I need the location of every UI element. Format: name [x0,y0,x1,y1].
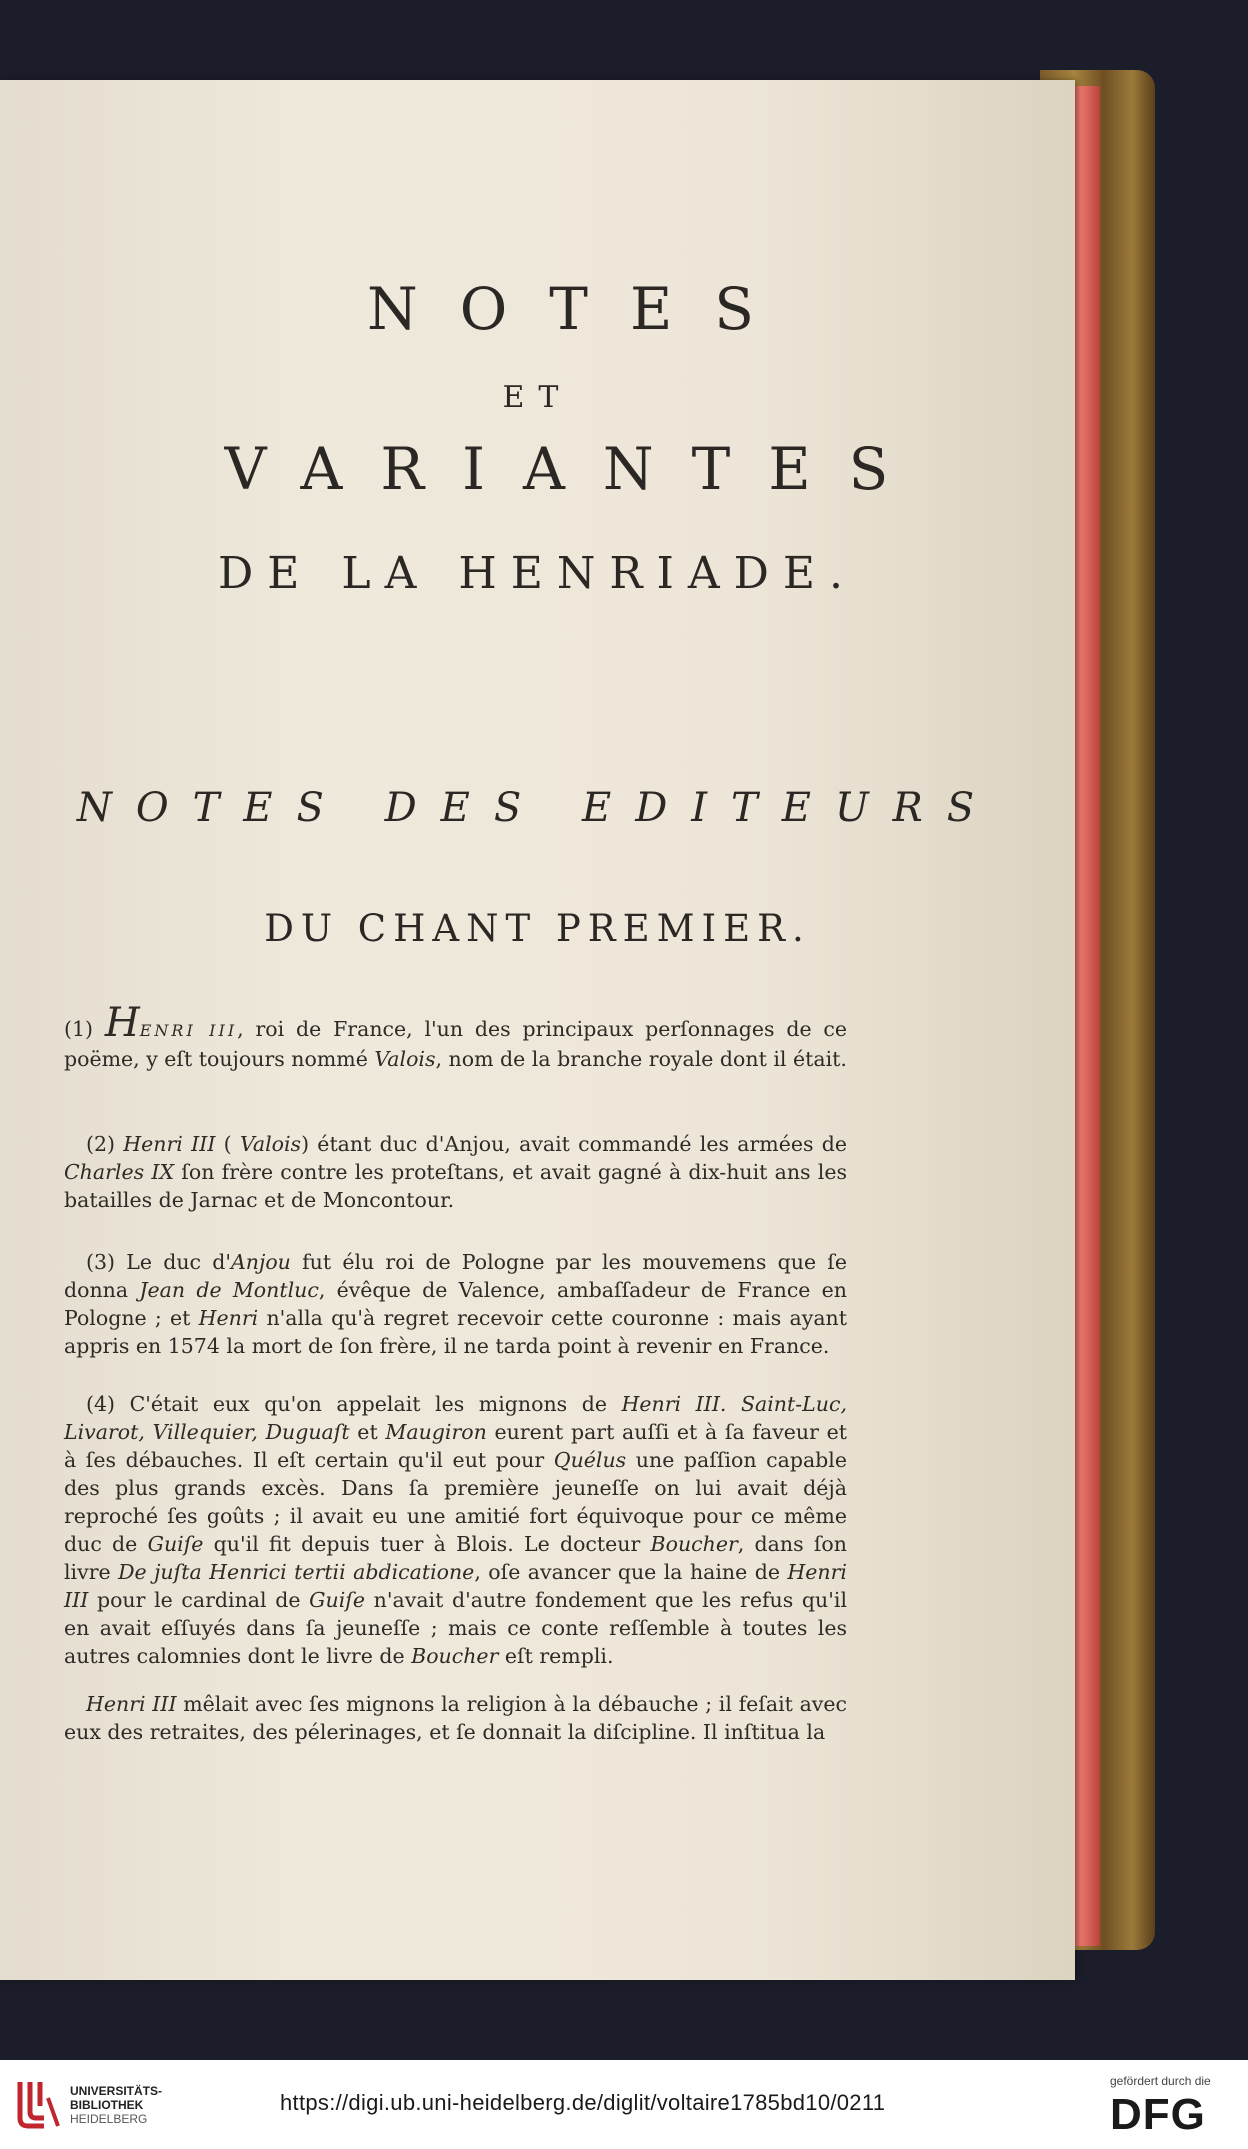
title-variantes: VARIANTES [224,435,927,503]
title-et: ET [502,380,573,415]
chant-heading: DU CHANT PREMIER. [264,907,811,950]
note-5: Henri III mêlait avec ſes mignons la religion à la débauche ; il feſait avec eux des retraites, des pélerinages, et ſe donnait la diſcipline. Il inſtitua la [64,1692,847,1744]
section-heading: NOTES DES EDITEURS [76,785,999,831]
note-4: (4) C'était eux qu'on appelait les mignons de Henri III. Saint-Luc, Livarot, Villequier, Duguaſt et Maugiron eurent part auſſi et à ſa faveur et à ſes débauches. Il eſt certain qu'il eut pour Quélus une paſſion capable des plus grands excès. Dans ſa première jeuneſſe on lui avait déjà reproché ſes goûts ; il avait eu une amitié fort équivoque pour ce même duc de Guiſe qu'il fit depuis tuer à Blois. Le docteur Boucher, dans ſon livre De juſta Henrici tertii abdicatione, oſe avancer que la haine de Henri III pour le cardinal de Guiſe n'avait d'autre fondement que les refus qu'il en avait eſſuyés dans ſa jeuneſſe ; mais ce conte reſſemble à toutes les autres calomnies dont le livre de Boucher eſt rempli. [64,1392,847,1668]
note-1: (1) HENRI III, roi de France, l'un des principaux perſonnages de ce poëme, y eſt toujours nommé Valois, nom de la branche royale dont il était. [64,1000,848,1071]
library-name-line1: UNIVERSITÄTS- [70,2084,163,2098]
dfg-logo[interactable]: DFG [1110,2090,1206,2139]
note-2: (2) Henri III ( Valois) étant duc d'Anjou, avait commandé les armées de Charles IX ſon frère contre les proteſtans, et avait gagné à dix-huit ans les batailles de Jarnac et de Moncontour. [64,1132,848,1212]
title-henriade: DE LA HENRIADE. [217,548,858,599]
sponsor-label: gefördert durch die [1110,2074,1211,2088]
footer-bar [0,2060,1248,2149]
note-3: (3) Le duc d'Anjou fut élu roi de Pologne par les mouvemens que ſe donna Jean de Montluc, évêque de Valence, ambaſſadeur de France en Pologne ; et Henri n'alla qu'à regret recevoir cette couronne : mais ayant appris en 1574 la mort de ſon frère, il ne tarda point à revenir en France. [64,1250,848,1358]
library-name-line2: BIBLIOTHEK [70,2098,144,2112]
title-notes: NOTES [366,275,797,343]
book-page [0,80,1075,1980]
library-logo-icon[interactable] [14,2078,62,2130]
library-name[interactable] [70,2084,162,2126]
library-name-line3: HEIDELBERG [70,2112,148,2126]
permalink-url[interactable]: https://digi.ub.uni-heidelberg.de/diglit/voltaire1785bd10/0211 [280,2090,886,2115]
